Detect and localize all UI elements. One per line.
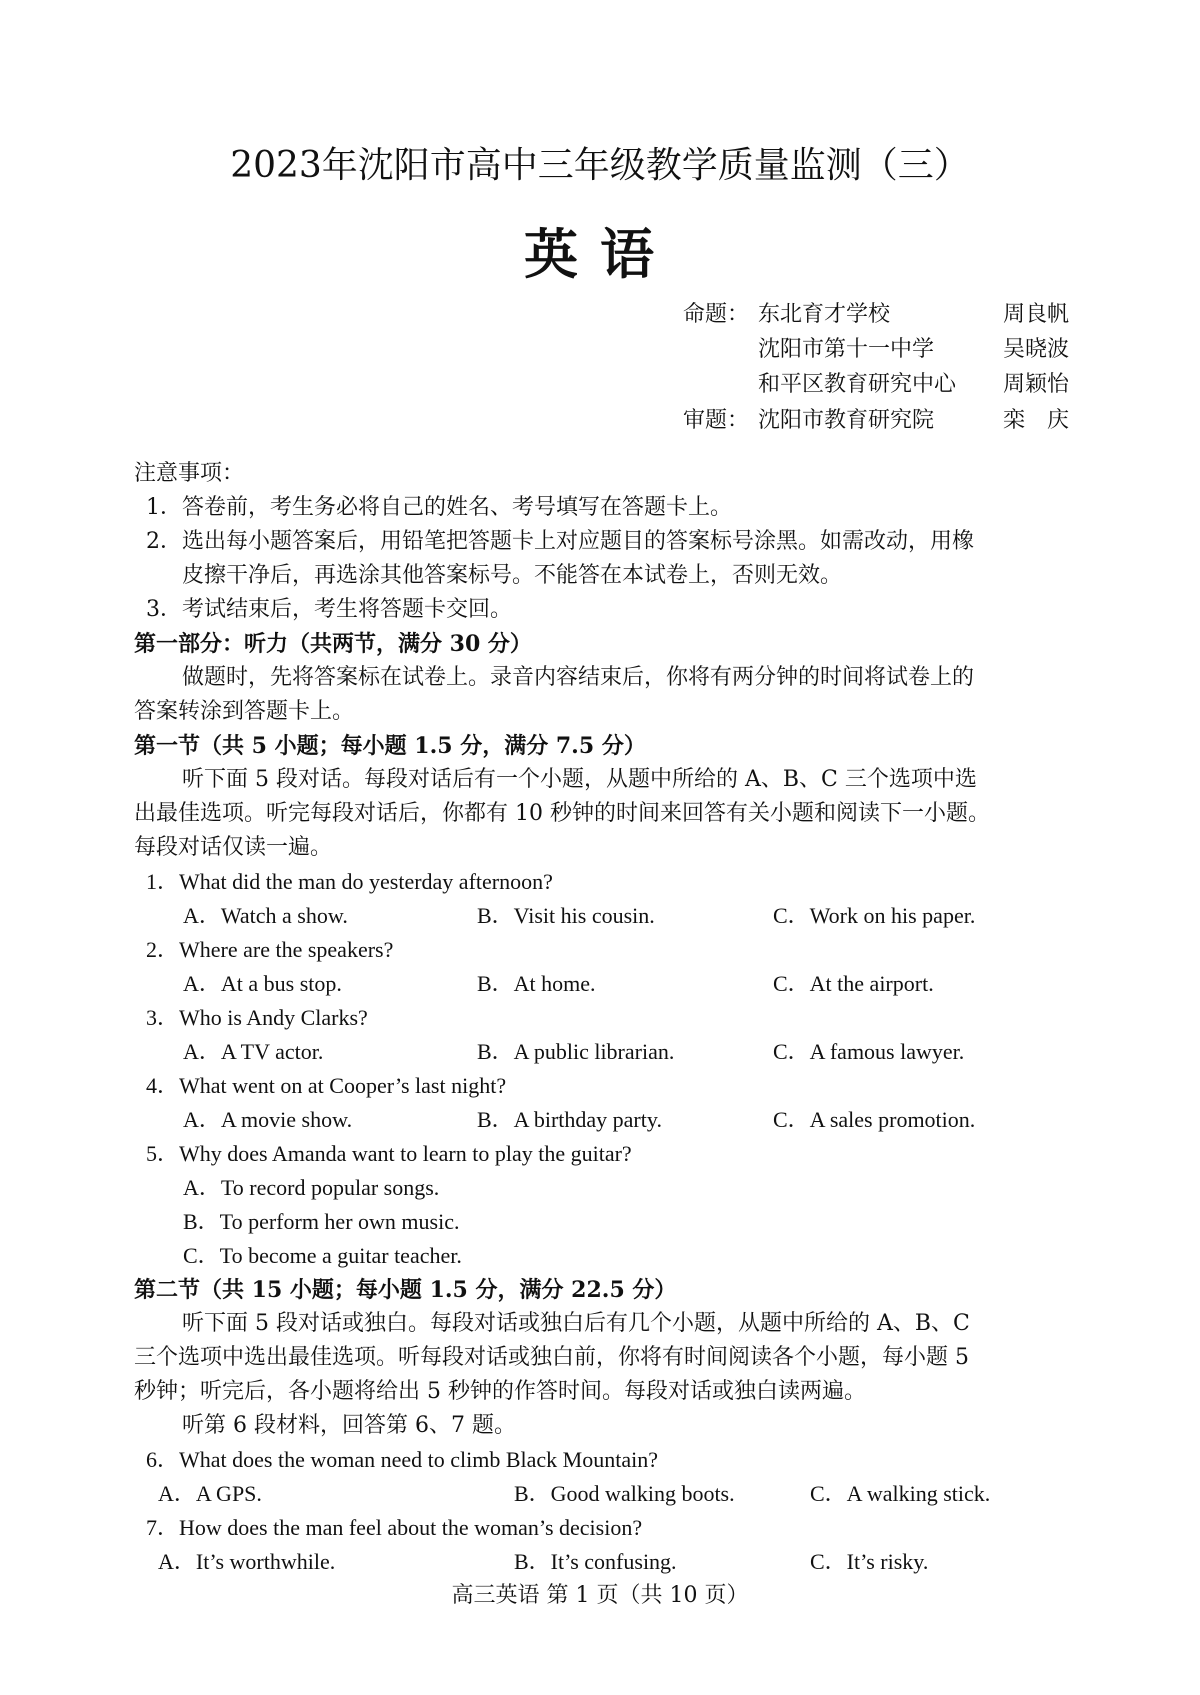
instruction-line: 出最佳选项。听完每段对话后，你都有 10 秒钟的时间来回答有关小题和阅读下一小题。 bbox=[134, 801, 990, 826]
option-c: C．A sales promotion. bbox=[773, 1107, 976, 1132]
credit-org: 沈阳市第十一中学 bbox=[758, 337, 935, 362]
credit-org: 沈阳市教育研究院 bbox=[758, 408, 935, 433]
option-a: A．At a bus stop. bbox=[183, 971, 342, 996]
credit-person: 周良帆 bbox=[1003, 302, 1070, 327]
option-a: A．A GPS. bbox=[158, 1481, 262, 1506]
section-heading: 第二节（共 15 小题；每小题 1.5 分，满分 22.5 分） bbox=[134, 1277, 677, 1303]
option-b: B．A public librarian. bbox=[477, 1039, 675, 1064]
instruction-line: 听下面 5 段对话。每段对话后有一个小题，从题中所给的 A、B、C 三个选项中选 bbox=[182, 767, 977, 792]
question-stem: 7．How does the man feel about the woman’s decision? bbox=[146, 1515, 643, 1540]
instruction-line: 答案转涂到答题卡上。 bbox=[134, 699, 355, 724]
page-footer: 高三英语 第 1 页（共 10 页） bbox=[451, 1583, 749, 1608]
option-a: A．It’s worthwhile. bbox=[158, 1549, 336, 1574]
credit-person: 吴晓波 bbox=[1003, 337, 1070, 362]
option-b: B．Visit his cousin. bbox=[477, 903, 655, 928]
credit-org: 和平区教育研究中心 bbox=[758, 372, 957, 397]
option-a: A．To record popular songs. bbox=[183, 1175, 440, 1200]
option-b: B．Good walking boots. bbox=[514, 1481, 735, 1506]
option-b: B．A birthday party. bbox=[477, 1107, 662, 1132]
option-a: A．A movie show. bbox=[183, 1107, 353, 1132]
credit-person: 周颖怡 bbox=[1003, 372, 1070, 397]
notice-item: 2．选出每小题答案后，用铅笔把答题卡上对应题目的答案标号涂黑。如需改动，用橡 bbox=[146, 529, 974, 554]
credit-org: 东北育才学校 bbox=[758, 302, 891, 327]
instruction-line: 每段对话仅读一遍。 bbox=[134, 835, 333, 860]
option-a: A．A TV actor. bbox=[183, 1039, 324, 1064]
notice-heading: 注意事项： bbox=[134, 461, 245, 486]
question-stem: 4．What went on at Cooper’s last night? bbox=[146, 1073, 507, 1098]
notice-item: 1．答卷前，考生务必将自己的姓名、考号填写在答题卡上。 bbox=[146, 495, 732, 520]
part-heading: 第一部分：听力（共两节，满分 30 分） bbox=[134, 631, 532, 657]
question-stem: 6．What does the woman need to climb Black Mountain? bbox=[146, 1447, 658, 1472]
option-c: C．It’s risky. bbox=[810, 1549, 929, 1574]
option-b: B．At home. bbox=[477, 971, 596, 996]
instruction-line: 做题时，先将答案标在试卷上。录音内容结束后，你将有两分钟的时间将试卷上的 bbox=[182, 665, 975, 690]
credit-label: 审题： bbox=[683, 408, 750, 433]
notice-item: 皮擦干净后，再选涂其他答案标号。不能答在本试卷上，否则无效。 bbox=[182, 563, 843, 588]
option-c: C．A famous lawyer. bbox=[773, 1039, 965, 1064]
question-stem: 3．Who is Andy Clarks? bbox=[146, 1005, 368, 1030]
option-c: C．At the airport. bbox=[773, 971, 934, 996]
option-a: A．Watch a show. bbox=[183, 903, 348, 928]
section-heading: 第一节（共 5 小题；每小题 1.5 分，满分 7.5 分） bbox=[134, 733, 646, 759]
credit-label: 命题： bbox=[683, 302, 750, 327]
option-b: B．It’s confusing. bbox=[514, 1549, 677, 1574]
instruction-line: 听下面 5 段对话或独白。每段对话或独白后有几个小题，从题中所给的 A、B、C bbox=[182, 1311, 970, 1336]
option-b: B．To perform her own music. bbox=[183, 1209, 460, 1234]
option-c: C．To become a guitar teacher. bbox=[183, 1243, 462, 1268]
question-stem: 1．What did the man do yesterday afternoon? bbox=[146, 869, 553, 894]
question-stem: 2．Where are the speakers? bbox=[146, 937, 394, 962]
notice-item: 3．考试结束后，考生将答题卡交回。 bbox=[146, 597, 512, 622]
material-note: 听第 6 段材料，回答第 6、7 题。 bbox=[182, 1413, 516, 1438]
exam-title: 2023年沈阳市高中三年级教学质量监测（三） bbox=[230, 145, 970, 186]
credit-person: 栾 庆 bbox=[1003, 408, 1070, 433]
instruction-line: 秒钟；听完后，各小题将给出 5 秒钟的作答时间。每段对话或独白读两遍。 bbox=[134, 1379, 866, 1404]
option-c: C．A walking stick. bbox=[810, 1481, 991, 1506]
option-c: C．Work on his paper. bbox=[773, 903, 976, 928]
subject-title: 英语 bbox=[524, 222, 676, 286]
question-stem: 5．Why does Amanda want to learn to play the guitar? bbox=[146, 1141, 632, 1166]
instruction-line: 三个选项中选出最佳选项。听每段对话或独白前，你将有时间阅读各个小题，每小题 5 bbox=[134, 1345, 969, 1370]
